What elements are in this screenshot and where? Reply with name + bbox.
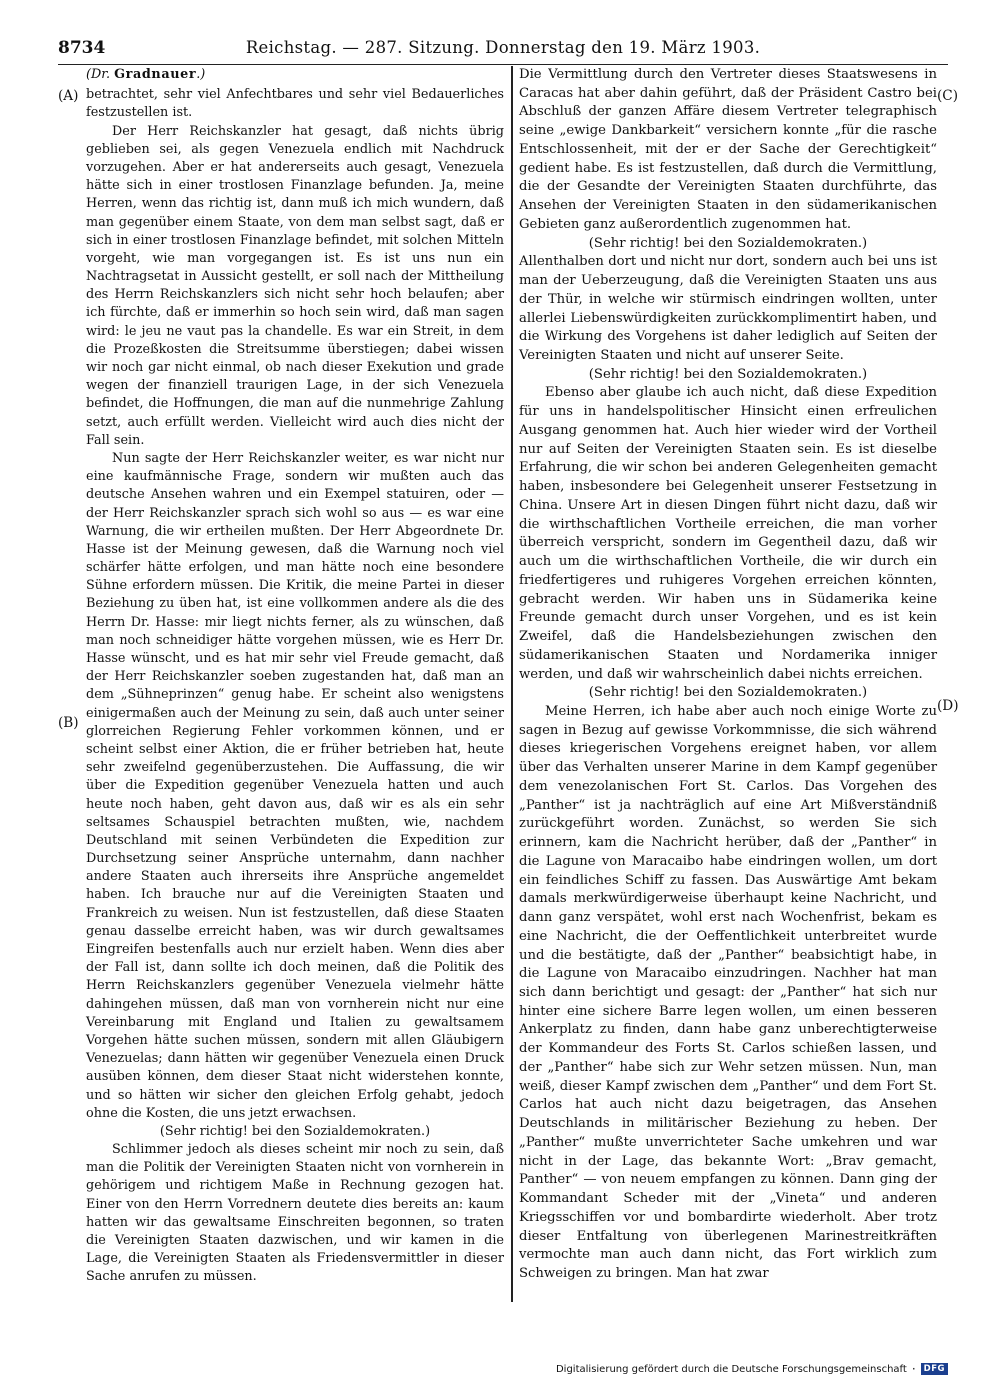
footer-text: Digitalisierung gefördert durch die Deutsche Forschungsgemeinschaft: [555, 1363, 907, 1375]
page-header: [58, 38, 948, 65]
margin-marker-b: (B): [58, 715, 79, 731]
paragraph: Ebenso aber glaube ich auch nicht, daß diese Expedition für uns in handelspolitischer Hinsicht einen erfreulichen Ausgang genommen hat. Auch hier wieder wird der Vortheil nur auf Seiten der Vereinigten Staaten sein. Es ist dieselbe Erfahrung, die wir schon bei anderen Gelegenheiten gemacht haben, insbesondere bei Gelegenheit unserer Festsetzung in China. Unsere Art in diesen Dingen führt nicht dazu, daß wir die wirthschaftlichen Vortheile erreichen, die man vorher überreich verspricht, sondern im Gegentheil dazu, daß wir auch um die wirthschaftlichen Vortheile, die wir durch ein friedfertigeres und ruhigeres Vorgehen erreichen könnten, gebracht werden. Wir haben uns in Südamerika keine Freunde gemacht durch unser Vorgehen, und es ist kein Zweifel, daß die Handelsbeziehungen zwischen den südamerikanischen Staaten und Nordamerika inniger werden, und daß wir wahrscheinlich dabei nichts erreichen.: [519, 385, 937, 682]
paragraph: Die Vermittlung durch den Vertreter dieses Staatswesens in Caracas hat aber dahin geführt, daß der Präsident Castro bei Abschluß der ganzen Affäre diesem Vertreter telegraphisch seine „ewige Dankbarkeit“ versichern konnte „für die rasche Entschlossenheit, mit der er der Sache der Gerechtigkeit“ gedient habe. Es ist festzustellen, daß durch die Vermittlung, die der Gesandte der Vereinigten Staaten durchführte, das Ansehen der Vereinigten Staaten in den südamerikanischen Gebieten ganz außerordentlich zugenommen hat.: [519, 67, 937, 232]
paragraph: Allenthalben dort und nicht nur dort, sondern auch bei uns ist man der Ueberzeugung, daß die Vereinigten Staaten uns aus der Thür, in welche wir stürmisch eindringen wollten, unter allerlei Liebenswürdigkeiten zurückkomplimentirt haben, und die Wirkung des Vorgehens ist daher lediglich auf Seiten der Vereinigten Staaten und nicht auf unserer Seite.: [519, 254, 937, 364]
interjection: (Sehr richtig! bei den Sozialdemokraten.): [588, 685, 868, 701]
column-divider: [511, 66, 513, 1302]
interjection: (Sehr richtig! bei den Sozialdemokraten.): [588, 235, 868, 251]
margin-marker-d: (D): [937, 698, 959, 714]
interjection: (Sehr richtig! bei den Sozialdemokraten.): [588, 366, 868, 382]
speaker-name: Gradnauer: [114, 67, 197, 82]
footer-credit: [556, 1362, 948, 1376]
running-head: Reichstag. — 287. Sitzung. Donnerstag den 19. März 1903.: [245, 38, 761, 57]
right-column: [519, 66, 937, 1284]
paragraph: Schlimmer jedoch als dieses scheint mir noch zu sein, daß man die Politik der Vereinigten Staaten nicht von vornherein in gehörigem und richtigem Maße in Rechnung gezogen hat. Einer von den Herrn Vorrednern deutete dies bereits an: kaum hatten wir das gewaltsame Einschreiten begonnen, so traten die Vereinigten Staaten dazwischen, und wir kamen in die Lage, die Vereinigten Staaten als Friedensvermittler in dieser Sache anrufen zu müssen.: [86, 1142, 504, 1285]
paragraph: Nun sagte der Herr Reichskanzler weiter, es war nicht nur eine kaufmännische Frage, sondern wir mußten auch das deutsche Ansehen wahren und ein Exempel statuiren, oder — der Herr Reichskanzler sprach sich wohl so aus — es war eine Warnung, die wir ertheilen mußten. Der Herr Abgeordnete Dr. Hasse ist der Meinung gewesen, daß die Warnung noch viel schärfer hätte erfolgen, und man hätte noch eine besondere Sühne erfordern müssen. Die Kritik, die meine Partei in dieser Beziehung zu üben hat, ist eine vollkommen andere als die des Herrn Dr. Hasse: mir liegt nichts ferner, als zu wünschen, daß man noch schneidiger hätte vorgehen müssen, wie es Herr Dr. Hasse wünscht, und es hat mir sehr viel Freude gemacht, daß der Herr Reichskanzler soeben zugestanden hat, daß man an dem „Sühneprinzen“ genug habe. Er scheint also wenigstens einigermaßen auch der Meinung zu sein, daß auch unter seiner glorreichen Regierung Fehler vorkommen können, und er scheint selbst einer Aktion, die er früher betrieben hat, heute sehr zweifelnd gegenüberzustehen. Die Auffassung, die wir über die Expedition gegenüber Venezuela hatten und auch heute noch haben, geht davon aus, daß wir es als ein sehr seltsames Schauspiel betrachten mußten, wie, nachdem Deutschland mit seinen Verbündeten die Expedition zur Durchsetzung seiner Ansprüche unternahm, dann nachher andere Staaten auch ihrerseits ihre Ansprüche angemeldet haben. Ich brauche nur auf die Vereinigten Staaten und Frankreich zu weisen. Nun ist festzustellen, daß diese Staaten genau dasselbe erreicht haben, was wir durch gewaltsames Eingreifen bestenfalls auch nur erzielt haben. Wenn dies aber der Fall ist, dann sollte ich doch meinen, daß die Politik des Herrn Reichskanzlers gegenüber Venezuela vielmehr hätte dahingehen müssen, daß man von vornherein nicht nur eine Vereinbarung mit England und Italien zu gewaltsamem Vorgehen hätte suchen müssen, sondern mit allen Gläubigern Venezuelas; dann hätten wir gegenüber Venezuela einen Druck ausüben können, dem dieser Staat nicht widerstehen konnte, und so hätten wir sicher den gleichen Erfolg gehabt, jedoch ohne die Kosten, die uns jetzt erwachsen.: [86, 450, 504, 1121]
speaker-line: [86, 66, 504, 84]
footer-separator: ·: [911, 1362, 916, 1376]
speaker-open: (Dr.: [86, 67, 115, 82]
paragraph: betrachtet, sehr viel Anfechtbares und sehr viel Bedauerliches festzustellen ist.: [86, 87, 504, 121]
margin-marker-c: (C): [937, 88, 959, 104]
dfg-logo: DFG: [921, 1363, 948, 1375]
speaker-close: .): [196, 67, 206, 82]
margin-marker-a: (A): [58, 88, 79, 104]
left-column: [86, 66, 504, 1287]
paragraph: Meine Herren, ich habe aber auch noch einige Worte zu sagen in Bezug auf gewisse Vorkommnisse, die sich während dieses kriegerischen Vorgehens ereignet haben, vor allem über das Verhalten unserer Marine in dem Kampf gegenüber dem venezolanischen Fort St. Carlos. Das Vorgehen des „Panther“ ist ja nachträglich auf eine Art Mißverständniß zurückgeführt worden. Zunächst, so werden Sie sich erinnern, kam die Nachricht herüber, daß der „Panther“ in die Lagune von Maracaibo habe eindringen wollen, um dort ein feindliches Schiff zu fassen. Das Auswärtige Amt bekam damals merkwürdigerweise überhaupt keine Nachricht, und dann ganz verspätet, wohl erst nach Wochenfrist, bekam es eine Nachricht, die der Oeffentlichkeit unterbreitet wurde und die bestätigte, daß der „Panther“ beabsichtigt habe, in die Lagune von Maracaibo einzudringen. Nachher hat man sich dann berichtigt und gesagt: der „Panther“ hat sich nur hinter eine sichere Barre legen wollen, um einen besseren Ankerplatz zu finden, dann habe ganz unberechtigterweise der Kommandeur des Forts St. Carlos schießen lassen, und der „Panther“ habe sich zur Wehr setzen müssen. Nun, man weiß, dieser Kampf zwischen dem „Panther“ und dem Fort St. Carlos hat auch nicht dazu beigetragen, das Ansehen Deutschlands in militärischer Beziehung zu heben. Der „Panther“ mußte unverrichteter Sache umkehren und war nicht in der Lage, das bekannte Wort: „Brav gemacht, Panther“ — von neuem empfangen zu können. Dann ging der Kommandant Scheder mit der „Vineta“ und anderen Kriegsschiffen vor und bombardirte wiederholt. Aber trotz dieser Entfaltung von überlegenen Marinestreitkräften vermochte man auch dann nicht, das Fort wirklich zum Schweigen zu bringen. Man hat zwar: [519, 703, 937, 1281]
interjection: (Sehr richtig! bei den Sozialdemokraten.): [159, 1123, 431, 1139]
paragraph: Der Herr Reichskanzler hat gesagt, daß nichts übrig geblieben sei, als gegen Venezuela endlich mit Nachdruck vorzugehen. Aber er hat andererseits auch gesagt, Venezuela hätte sich in einer trostlosen Finanzlage befunden. Ja, meine Herren, wenn das richtig ist, dann muß ich mich wundern, daß man gegenüber einem Staate, von dem man selbst sagt, daß er sich in einer trostlosen Finanzlage befindet, mit solchen Mitteln vorgeht, wie man vorgegangen ist. Es ist uns nun ein Nachtragsetat in Aussicht gestellt, er soll nach der Mittheilung des Herrn Reichskanzlers sich nicht sehr hoch belaufen; aber ich fürchte, daß er immerhin so hoch sein wird, daß man sagen wird: le jeu ne vaut pas la chandelle. Es war ein Streit, in dem die Prozeßkosten die Streitsumme überstiegen; dabei wissen wir noch gar nicht einmal, ob nach dieser Exekution und grade wegen der finanziell traurigen Lage, in der sich Venezuela befindet, die Hoffnungen, die man auf die nunmehrige Zahlung setzt, auch erfüllt werden. Vielleicht wird auch dies nicht der Fall sein.: [86, 123, 504, 448]
page-number: 8734: [58, 38, 106, 58]
